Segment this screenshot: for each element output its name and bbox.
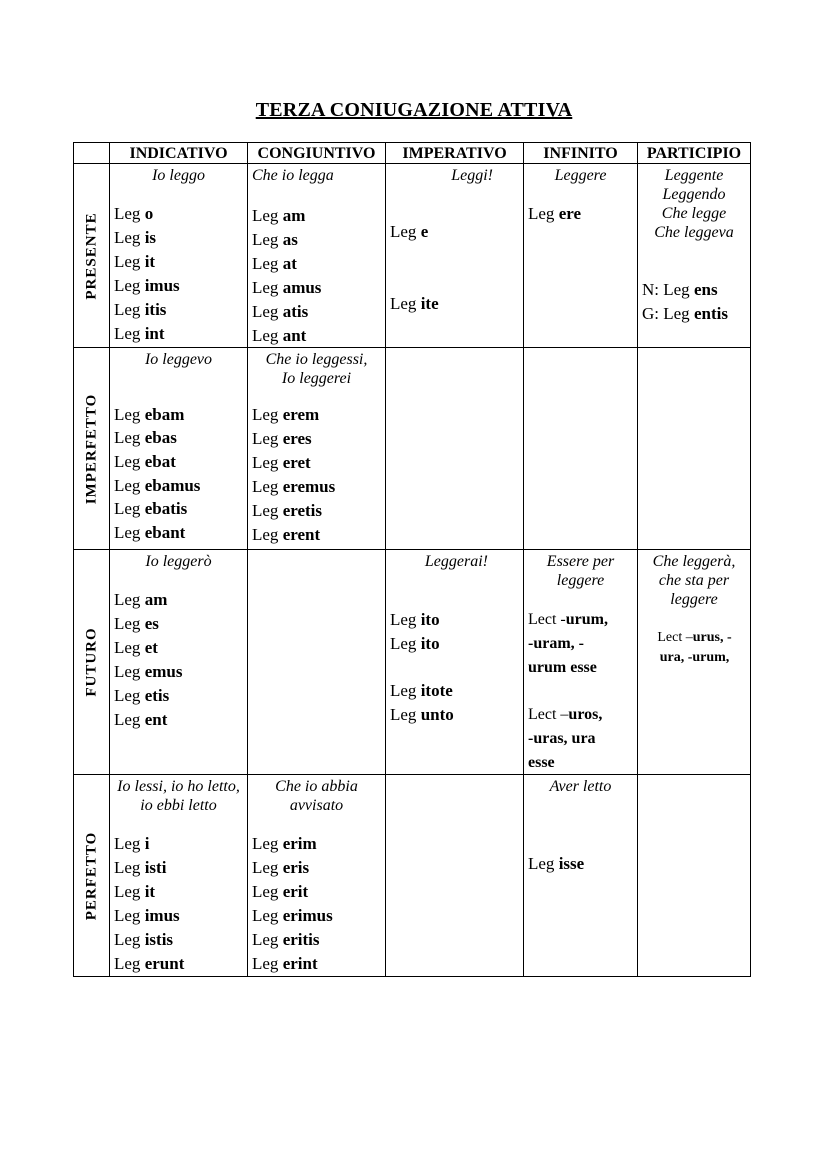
form-line: Leg ito (390, 634, 440, 653)
presente-imperativo: Leggi! Leg e Leg ite (386, 164, 524, 348)
corner-cell (74, 143, 110, 164)
form-line: Lect -urum, (528, 611, 608, 628)
form-line: Leg imus (114, 276, 180, 295)
subjunctive-titles: Che io abbia avvisato (275, 778, 358, 814)
imperfetto-indicativo: Io leggevo Leg ebam Leg ebas Leg ebat Leg ebamus Leg ebatis Leg ebant (110, 348, 248, 550)
header-indicativo: INDICATIVO (110, 143, 248, 164)
row-imperfetto (74, 348, 751, 550)
form-line: Leg am (252, 206, 306, 225)
form-line: Leg emus (114, 662, 183, 681)
tense-perfetto: PERFETTO (74, 775, 110, 977)
form-line: Leg erim (252, 834, 317, 853)
form-line: Leg erint (252, 954, 318, 973)
imperfetto-congiuntivo (248, 348, 386, 550)
form-line: esse (528, 754, 555, 771)
form-line: Leg at (252, 254, 297, 273)
imperfetto-infinito (524, 348, 638, 550)
form-line: Leg eritis (252, 930, 320, 949)
form-line: Leg it (114, 882, 156, 901)
futuro-congiuntivo (248, 550, 386, 775)
participle-titles: Leggente Leggendo Che legge Che leggeva (654, 167, 734, 241)
form-line: Leg atis (252, 302, 309, 321)
form-line: -uras, ura (528, 730, 596, 747)
futuro-imperativo: Leggerai! Leg ito Leg ito Leg itote Leg unto (386, 550, 524, 775)
row-perfetto (74, 775, 751, 977)
header-congiuntivo: CONGIUNTIVO (248, 143, 386, 164)
form-line: Leg e (390, 222, 429, 241)
form-line: Lect –uros, (528, 706, 603, 723)
form-line: ura, -urum, (659, 650, 730, 665)
form-line: Leg ebamus (114, 476, 201, 495)
form-line: Leg ebatis (114, 499, 188, 518)
form-line: N: Leg ens (642, 280, 718, 299)
tense-futuro: FUTURO (74, 550, 110, 775)
form-line: Leg erem (252, 405, 320, 424)
form-line: Leg isti (114, 858, 167, 877)
form-line: Leg i (114, 834, 150, 853)
form-line: Leg erimus (252, 906, 333, 925)
form-line: Leg istis (114, 930, 174, 949)
form-line: Leg am (114, 590, 168, 609)
form-line: Lect –urus, - (657, 630, 732, 645)
form-line: Leg es (114, 614, 159, 633)
form-line: Leg erit (252, 882, 309, 901)
futuro-participio (638, 550, 751, 775)
form-line: Leg eretis (252, 501, 323, 520)
row-futuro (74, 550, 751, 775)
form-line: Leg erent (252, 525, 321, 544)
form-line: Leg eris (252, 858, 310, 877)
form-line: urum esse (528, 659, 597, 676)
infinitive-titles: Essere per leggere (546, 553, 615, 589)
form-line: Leg itote (390, 681, 453, 700)
form-line: Leg ebant (114, 523, 186, 542)
form-line: Leg ite (390, 294, 439, 313)
perfetto-infinito: Aver letto Leg isse (524, 775, 638, 977)
form-line: Leg unto (390, 705, 454, 724)
perfetto-indicativo (110, 775, 248, 977)
form-line: Leg o (114, 204, 154, 223)
presente-participio (638, 164, 751, 348)
perfetto-congiuntivo (248, 775, 386, 977)
form-line: Leg ebam (114, 405, 185, 424)
form-line: Leg is (114, 228, 157, 247)
form-line: G: Leg entis (642, 304, 728, 323)
form-line: -uram, - (528, 635, 584, 652)
form-line: Leg erunt (114, 954, 185, 973)
perfetto-imperativo (386, 775, 524, 977)
subjunctive-titles: Che io leggessi, Io leggerei (265, 351, 368, 387)
header-participio: PARTICIPIO (638, 143, 751, 164)
form-line: Leg itis (114, 300, 167, 319)
perfetto-participio (638, 775, 751, 977)
tense-imperfetto: IMPERFETTO (74, 348, 110, 550)
imperfetto-participio (638, 348, 751, 550)
form-line: Leg it (114, 252, 156, 271)
participle-titles: Che leggerà, che sta per leggere (652, 553, 736, 608)
form-line: Leg isse (528, 854, 585, 873)
form-line: Leg eremus (252, 477, 336, 496)
header-row (74, 143, 751, 164)
page-title: TERZA CONIUGAZIONE ATTIVA (255, 99, 573, 121)
imperfetto-imperativo (386, 348, 524, 550)
presente-infinito: Leggere Leg ere (524, 164, 638, 348)
form-line: Leg ent (114, 710, 168, 729)
conjugation-table (73, 142, 751, 977)
tense-presente: PRESENTE (74, 164, 110, 348)
form-line: Leg ebat (114, 452, 176, 471)
futuro-infinito (524, 550, 638, 775)
form-line: Leg et (114, 638, 158, 657)
form-line: Leg etis (114, 686, 170, 705)
form-line: Leg eret (252, 453, 311, 472)
presente-indicativo: Io leggo Leg o Leg is Leg it Leg imus Leg itis Leg int (110, 164, 248, 348)
header-infinito: INFINITO (524, 143, 638, 164)
form-line: Leg ant (252, 326, 307, 345)
header-imperativo: IMPERATIVO (386, 143, 524, 164)
indicative-titles: Io lessi, io ho letto, io ebbi letto (117, 778, 240, 814)
form-line: Leg int (114, 324, 165, 343)
form-line: Leg ere (528, 204, 582, 223)
form-line: Leg ebas (114, 428, 177, 447)
form-line: Leg as (252, 230, 298, 249)
presente-congiuntivo: Che io legga Leg am Leg as Leg at Leg amus Leg atis Leg ant (248, 164, 386, 348)
form-line: Leg imus (114, 906, 180, 925)
futuro-indicativo: Io leggerò Leg am Leg es Leg et Leg emus Leg etis Leg ent (110, 550, 248, 775)
row-presente (74, 164, 751, 348)
form-line: Leg amus (252, 278, 322, 297)
form-line: Leg ito (390, 610, 440, 629)
form-line: Leg eres (252, 429, 312, 448)
